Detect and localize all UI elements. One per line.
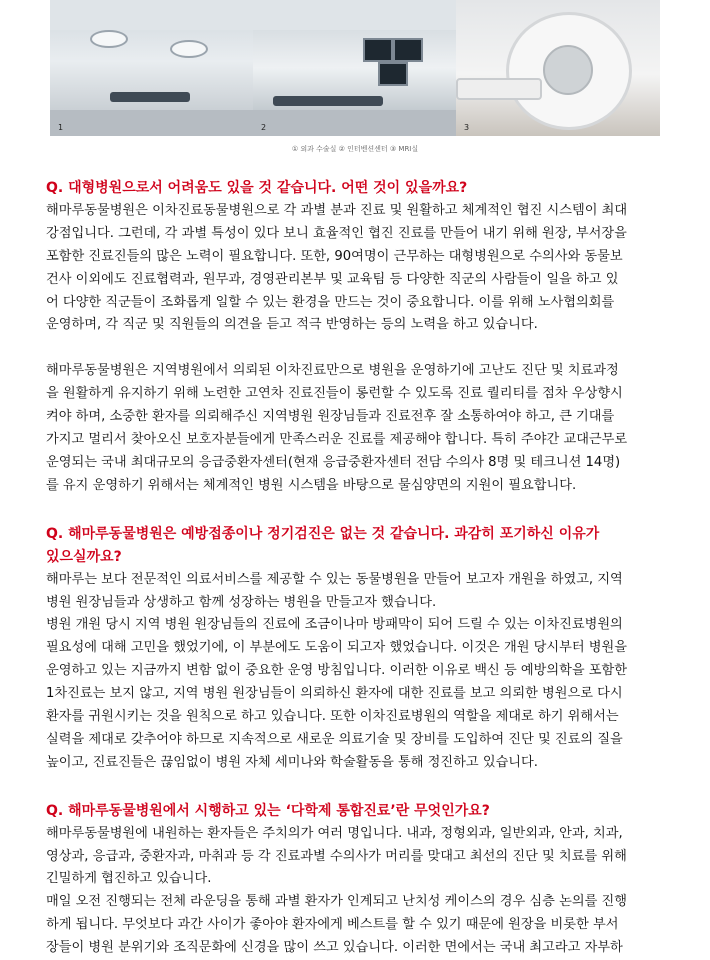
- question-heading: Q. 대형병원으로서 어려움도 있을 것 같습니다. 어떤 것이 있을까요?: [46, 180, 468, 196]
- paragraph-line: 운영되는 국내 최대규모의 응급중환자센터(현재 응급중환자센터 전담 수의사 8명 및 테크니션 14명): [46, 454, 621, 470]
- paragraph-line: 병원 개원 당시 지역 병원 원장님들의 진료에 조금이나마 방패막이 되어 드릴 수 있는 이차진료병원의: [46, 617, 623, 633]
- paragraph-line: 장들이 병원 분위기와 조직문화에 신경을 많이 쓰고 있습니다. 이러한 면에서는 국내 최고라고 자부하: [46, 940, 623, 956]
- monitor: [393, 38, 423, 62]
- paragraph-line: 강점입니다. 그런데, 각 과별 특성이 있다 보니 효율적인 협진 진료를 만들어 내기 위해 원장, 부서장을: [46, 225, 627, 241]
- paragraph-line: 운영하며, 각 직군 및 직원들의 의견을 듣고 적극 반영하는 등의 노력을 하고 있습니다.: [46, 317, 538, 333]
- paragraph-line: 켜야 하며, 소중한 환자를 의뢰해주신 지역병원 원장님들과 진료전후 잘 소통하여야 하고, 큰 기대를: [46, 409, 615, 425]
- monitor: [363, 38, 393, 62]
- operating-room-photo: [50, 0, 253, 136]
- photo-caption: ① 외과 수술실 ② 인터벤션센터 ③ MRI실: [291, 145, 419, 153]
- paragraph-line: 영상과, 응급과, 중환자과, 마취과 등 각 진료과별 수의사가 머리를 맞대고 최선의 진단 및 치료를 위해: [46, 848, 627, 864]
- photo-number: 2: [261, 123, 267, 132]
- paragraph-line: 해마루동물병원에 내원하는 환자들은 주치의가 여러 명입니다. 내과, 정형외과, 일반외과, 안과, 치과,: [46, 825, 623, 841]
- paragraph-line: 하게 됩니다. 무엇보다 과간 사이가 좋아야 환자에게 베스트를 할 수 있기 때문에 원장을 비롯한 부서: [46, 917, 619, 933]
- paragraph-line: 건사 이외에도 진료협력과, 원무과, 경영관리본부 및 교육팀 등 다양한 직군의 사람들이 일을 하고 있: [46, 271, 619, 287]
- paragraph-line: 높이고, 진료진들은 끊임없이 병원 자체 세미나와 학술활동을 통해 정진하고 있습니다.: [46, 754, 538, 770]
- paragraph-line: 환자를 귀원시키는 것을 원칙으로 하고 있습니다. 또한 이차진료병원의 역할을 제대로 하기 위해서는: [46, 709, 619, 725]
- surgical-lamp: [90, 30, 128, 48]
- monitor: [378, 62, 408, 86]
- paragraph-line: 해마루는 보다 전문적인 의료서비스를 제공할 수 있는 동물병원을 만들어 보고자 개원을 하였고, 지역: [46, 571, 623, 587]
- paragraph-line: 을 원활하게 유지하기 위해 노련한 고연차 진료진들이 롱런할 수 있도록 진료 퀄리티를 점차 우상향시: [46, 386, 623, 402]
- operating-table: [110, 92, 190, 102]
- paragraph-line: 포함한 진료진들의 많은 노력이 필요합니다. 또한, 90여명이 근무하는 대형병원으로 수의사와 동물보: [46, 248, 623, 264]
- mri-scanner: [506, 12, 632, 130]
- paragraph-line: 어 다양한 직군들이 조화롭게 일할 수 있는 환경을 만드는 것이 중요합니다. 이를 위해 노사협의회를: [46, 294, 615, 310]
- paragraph-line: 실력을 제대로 갖추어야 하므로 지속적으로 새로운 의료기술 및 장비를 도입하여 진단 및 진료의 질을: [46, 731, 623, 747]
- question-heading: 있으실까요?: [46, 548, 122, 565]
- question-heading: Q. 해마루동물병원에서 시행하고 있는 ‘다학제 통합진료’란 무엇인가요?: [46, 802, 490, 819]
- question-heading: Q. 해마루동물병원은 예방접종이나 정기검진은 없는 것 같습니다. 과감히 포기하신 이유가: [46, 525, 600, 542]
- photo-strip: [50, 0, 660, 136]
- surgical-lamp: [170, 40, 208, 58]
- paragraph-line: 매일 오전 진행되는 전체 라운딩을 통해 과별 환자가 인계되고 난치성 케이스의 경우 심층 논의를 진행: [46, 894, 627, 910]
- paragraph-line: 해마루동물병원은 이차진료동물병원으로 각 과별 분과 진료 및 원활하고 체계적인 협진 시스템이 최대: [46, 202, 628, 218]
- mri-room-photo: [456, 0, 660, 136]
- paragraph-line: 운영하고 있는 지금까지 변함 없이 중요한 운영 방침입니다. 이러한 이유로 백신 등 예방의학을 포함한: [46, 663, 627, 679]
- paragraph-line: 긴밀하게 협진하고 있습니다.: [46, 871, 212, 887]
- intervention-center-photo: [253, 0, 456, 136]
- paragraph-line: 1차진료는 보지 않고, 지역 병원 원장님들이 의뢰하신 환자에 대한 진료를 보고 의뢰한 병원으로 다시: [46, 686, 623, 702]
- article-body: [46, 177, 666, 960]
- mri-bed: [456, 78, 542, 100]
- paragraph-line: 해마루동물병원은 지역병원에서 의뢰된 이차진료만으로 병원을 운영하기에 고난도 진단 및 치료과정: [46, 363, 619, 379]
- paragraph-line: 병원 원장님들과 상생하고 함께 성장하는 병원을 만들고자 했습니다.: [46, 594, 437, 610]
- paragraph-line: 가지고 멀리서 찾아오신 보호자분들에게 만족스러운 진료를 제공해야 합니다. 특히 주야간 교대근무로: [46, 432, 628, 448]
- paragraph-line: 필요성에 대해 고민을 했었기에, 이 부분에도 도움이 되고자 했었습니다. 이것은 개원 당시부터 병원을: [46, 640, 627, 656]
- photo-number: 3: [464, 123, 470, 132]
- procedure-table: [273, 96, 383, 106]
- photo-number: 1: [58, 123, 64, 132]
- paragraph-line: 를 유지 운영하기 위해서는 체계적인 병원 시스템을 바탕으로 물심양면의 지원이 필요합니다.: [46, 477, 577, 493]
